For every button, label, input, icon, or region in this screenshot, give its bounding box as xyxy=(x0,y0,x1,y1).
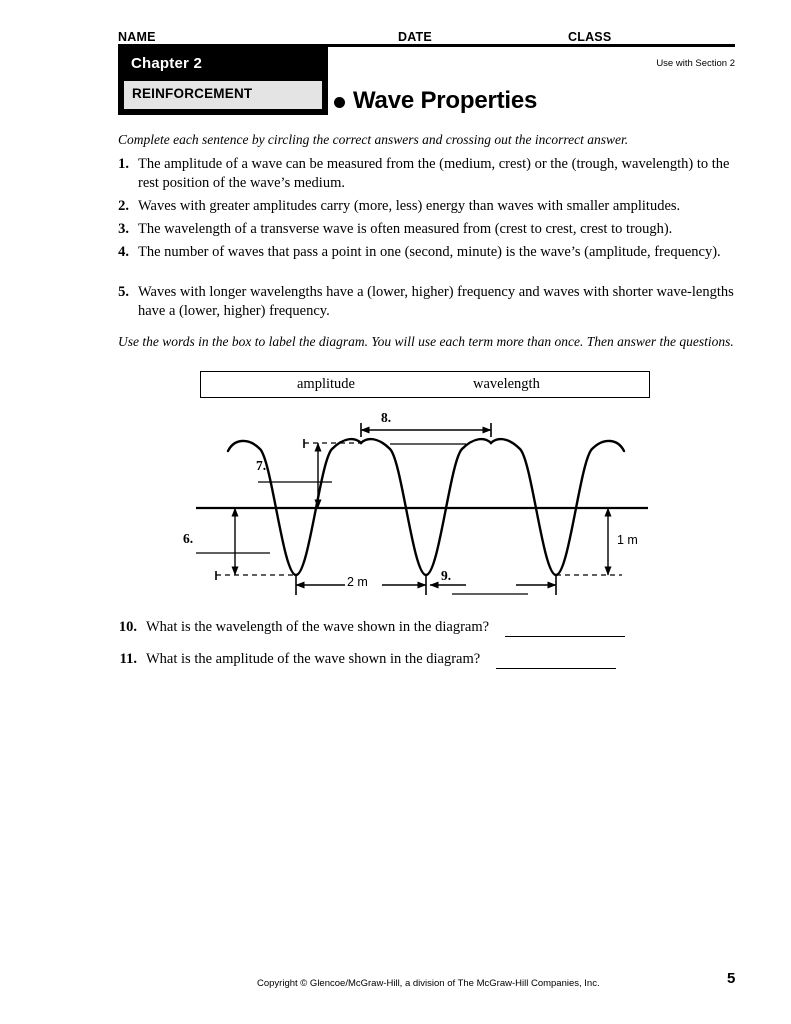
question-number: 1. xyxy=(118,156,129,172)
question-text: The number of waves that pass a point in one (second, minute) is the wave’s (amplitude, frequency). xyxy=(138,244,721,260)
bullet-icon xyxy=(334,97,345,108)
name-field-label: NAME xyxy=(118,30,156,44)
question-item xyxy=(112,220,742,239)
wave-diagram xyxy=(0,405,791,610)
question-number: 3. xyxy=(118,221,129,237)
question-item xyxy=(112,618,752,637)
question-text xyxy=(146,618,752,637)
question-number: 11. xyxy=(119,651,137,667)
worksheet-type-label: REINFORCEMENT xyxy=(132,86,253,101)
page-title xyxy=(334,89,537,113)
worksheet-type-band xyxy=(124,81,322,109)
date-field-label: DATE xyxy=(398,30,432,44)
question-text: Waves with longer wavelengths have a (lower, higher) frequency and waves with shorter wave-lengths have a (lower, higher) frequency. xyxy=(138,284,734,319)
answer-blank-11[interactable] xyxy=(496,655,616,669)
question-item xyxy=(112,243,742,262)
diagram-label-7: 7. xyxy=(256,458,267,473)
question-item xyxy=(112,650,752,669)
use-with-section-note: Use with Section 2 xyxy=(656,58,735,69)
question-text: The wavelength of a transverse wave is often measured from (crest to crest, crest to trough). xyxy=(138,221,673,237)
primary-instruction: Complete each sentence by circling the correct answers and crossing out the incorrect answer. xyxy=(118,132,629,147)
diagram-label-9: 9. xyxy=(441,568,452,583)
question-number: 5. xyxy=(118,284,129,300)
diagram-label-6: 6. xyxy=(183,531,194,546)
chapter-label: Chapter 2 xyxy=(131,55,202,72)
question-text: The amplitude of a wave can be measured from the (medium, crest) or the (trough, wavelength) to the rest position of the wave’s medium. xyxy=(138,156,730,191)
word-bank-term-wavelength: wavelength xyxy=(473,376,540,392)
question-item xyxy=(112,283,742,321)
answer-blank-10[interactable] xyxy=(505,623,625,637)
diagram-label-8: 8. xyxy=(381,410,392,425)
question-text-body: What is the wavelength of the wave shown in the diagram? xyxy=(146,619,490,635)
question-number: 4. xyxy=(118,244,129,260)
copyright-notice: Copyright © Glencoe/McGraw-Hill, a division of The McGraw-Hill Companies, Inc. xyxy=(257,978,600,989)
question-number: 2. xyxy=(118,198,129,214)
question-item xyxy=(112,155,742,193)
chapter-badge xyxy=(118,47,328,115)
secondary-instruction: Use the words in the box to label the diagram. You will use each term more than once. Then answer the questions. xyxy=(118,334,734,349)
question-text xyxy=(146,650,752,669)
page-title-text: Wave Properties xyxy=(353,87,538,114)
question-number: 10. xyxy=(118,619,137,635)
question-item xyxy=(112,197,742,216)
page-number: 5 xyxy=(727,970,736,987)
measurement-2m: 2 m xyxy=(347,575,368,589)
measurement-1m: 1 m xyxy=(617,533,638,547)
word-bank-box xyxy=(200,371,650,398)
question-text-body: What is the amplitude of the wave shown in the diagram? xyxy=(146,651,481,667)
question-text: Waves with greater amplitudes carry (more, less) energy than waves with smaller amplitudes. xyxy=(138,198,681,214)
wave-diagram-svg xyxy=(0,405,791,610)
class-field-label: CLASS xyxy=(568,30,612,44)
word-bank-term-amplitude: amplitude xyxy=(297,376,355,392)
